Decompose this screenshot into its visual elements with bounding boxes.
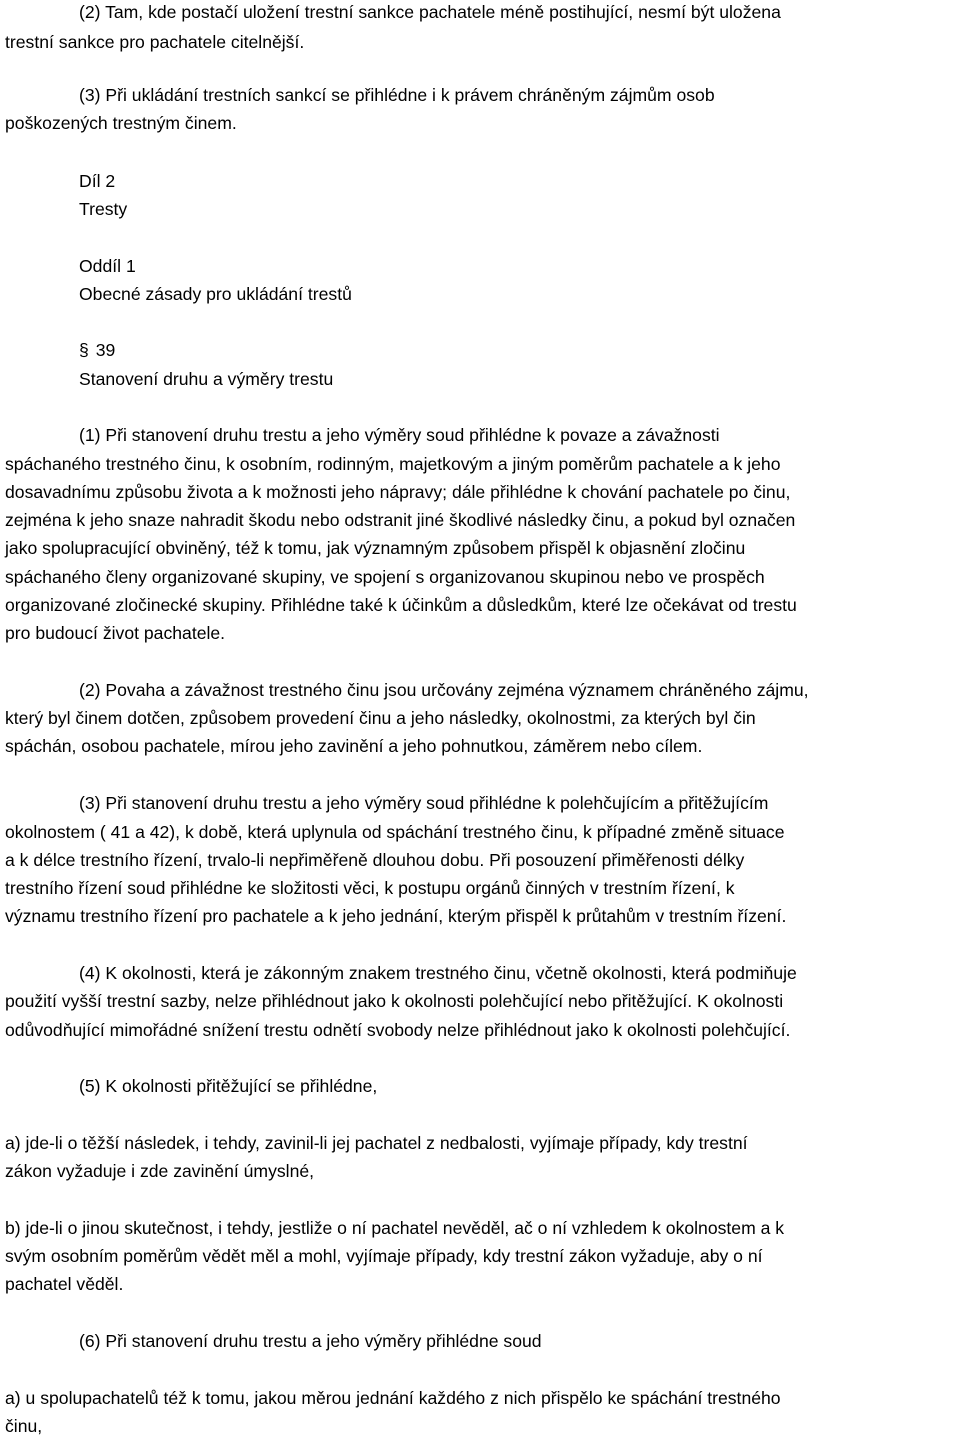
division-label: Oddíl 1 bbox=[79, 256, 136, 276]
para1-line-7: organizované zločinecké skupiny. Přihlédne také k účinkům a důsledkům, které lze očekávat od trestu bbox=[5, 595, 797, 615]
para1-line-6: spáchaného členy organizované skupiny, ve spojení s organizovanou skupinou nebo ve prospěch bbox=[5, 567, 765, 587]
para6a-line-2: činu, bbox=[5, 1416, 43, 1436]
para3-line-2: okolnostem ( 41 a 42), k době, která uplynula od spáchání trestného činu, k případné změně situace bbox=[5, 822, 785, 842]
section-number: 39 bbox=[95, 340, 116, 360]
para3-line-4: trestního řízení soud přihlédne ke složitosti věci, k postupu orgánů činných v trestním řízení, k bbox=[5, 878, 735, 898]
para5b-line-2: svým osobním poměrům vědět měl a mohl, vyjímaje případy, kdy trestní zákon vyžaduje, aby o ní bbox=[5, 1246, 763, 1266]
para1-line-4: zejména k jeho snaze nahradit škodu nebo odstranit jiné škodlivé následky činu, a pokud byl označen bbox=[5, 510, 796, 530]
prev-para2-line-1: (2) Tam, kde postačí uložení trestní sankce pachatele méně postihující, nesmí být uložena bbox=[79, 2, 781, 22]
para6-line-1: (6) Při stanovení druhu trestu a jeho výměry přihlédne soud bbox=[79, 1331, 542, 1351]
section-sign: § bbox=[79, 340, 89, 360]
section-heading bbox=[79, 338, 115, 362]
para1-line-5: jako spolupracující obviněný, též k tomu, jak významným způsobem přispěl k objasnění zločinu bbox=[5, 538, 746, 558]
para1-line-3: dosavadnímu způsobu života a k možnosti jeho nápravy; dále přihlédne k chování pachatele po činu, bbox=[5, 482, 791, 502]
para2-line-2: který byl činem dotčen, způsobem provedení činu a jeho následky, okolnostmi, za kterých byl čin bbox=[5, 708, 756, 728]
part-label: Díl 2 bbox=[79, 171, 116, 191]
para1-line-2: spáchaného trestného činu, k osobním, rodinným, majetkovým a jiným poměrům pachatele a k jeho bbox=[5, 454, 781, 474]
para2-line-3: spáchán, osobou pachatele, mírou jeho zavinění a jeho pohnutkou, záměrem nebo cílem. bbox=[5, 736, 703, 756]
para5a-line-1: a) jde-li o těžší následek, i tehdy, zavinil-li jej pachatel z nedbalosti, vyjímaje případy, kdy trestní bbox=[5, 1133, 748, 1153]
para6a-line-1: a) u spolupachatelů též k tomu, jakou měrou jednání každého z nich přispělo ke spáchání trestného bbox=[5, 1388, 781, 1408]
para1-line-1: (1) Při stanovení druhu trestu a jeho výměry soud přihlédne k povaze a závažnosti bbox=[79, 425, 720, 445]
para4-line-2: použití vyšší trestní sazby, nelze přihlédnout jako k okolnosti polehčující nebo přitěžující. K okolnosti bbox=[5, 991, 784, 1011]
para5a-line-2: zákon vyžaduje i zde zavinění úmyslné, bbox=[5, 1161, 315, 1181]
para4-line-1: (4) K okolnosti, která je zákonným znakem trestného činu, včetně okolnosti, která podmiňuje bbox=[79, 963, 797, 983]
para2-line-1: (2) Povaha a závažnost trestného činu jsou určovány zejména významem chráněného zájmu, bbox=[79, 680, 809, 700]
para3-line-1: (3) Při stanovení druhu trestu a jeho výměry soud přihlédne k polehčujícím a přitěžujícím bbox=[79, 793, 769, 813]
para5-line-1: (5) K okolnosti přitěžující se přihlédne, bbox=[79, 1076, 378, 1096]
prev-para3-line-1: (3) Při ukládání trestních sankcí se přihlédne i k právem chráněným zájmům osob bbox=[79, 85, 715, 105]
para3-line-5: významu trestního řízení pro pachatele a k jeho jednání, kterým přispěl k průtahům v trestním řízení. bbox=[5, 906, 787, 926]
section-title: Stanovení druhu a výměry trestu bbox=[79, 369, 334, 389]
part-title: Tresty bbox=[79, 199, 128, 219]
para1-line-8: pro budoucí život pachatele. bbox=[5, 623, 226, 643]
para5b-line-3: pachatel věděl. bbox=[5, 1274, 124, 1294]
prev-para2-line-2: trestní sankce pro pachatele citelnější. bbox=[5, 32, 305, 52]
prev-para3-line-2: poškozených trestným činem. bbox=[5, 113, 237, 133]
para5b-line-1: b) jde-li o jinou skutečnost, i tehdy, jestliže o ní pachatel nevěděl, ač o ní vzhledem k okolnostem a k bbox=[5, 1218, 785, 1238]
division-title: Obecné zásady pro ukládání trestů bbox=[79, 284, 352, 304]
para4-line-3: odůvodňující mimořádné snížení trestu odnětí svobody nelze přihlédnout jako k okolnosti polehčující. bbox=[5, 1020, 791, 1040]
para3-line-3: a k délce trestního řízení, trvalo-li nepřiměřeně dlouhou dobu. Při posouzení přiměřenosti délky bbox=[5, 850, 745, 870]
